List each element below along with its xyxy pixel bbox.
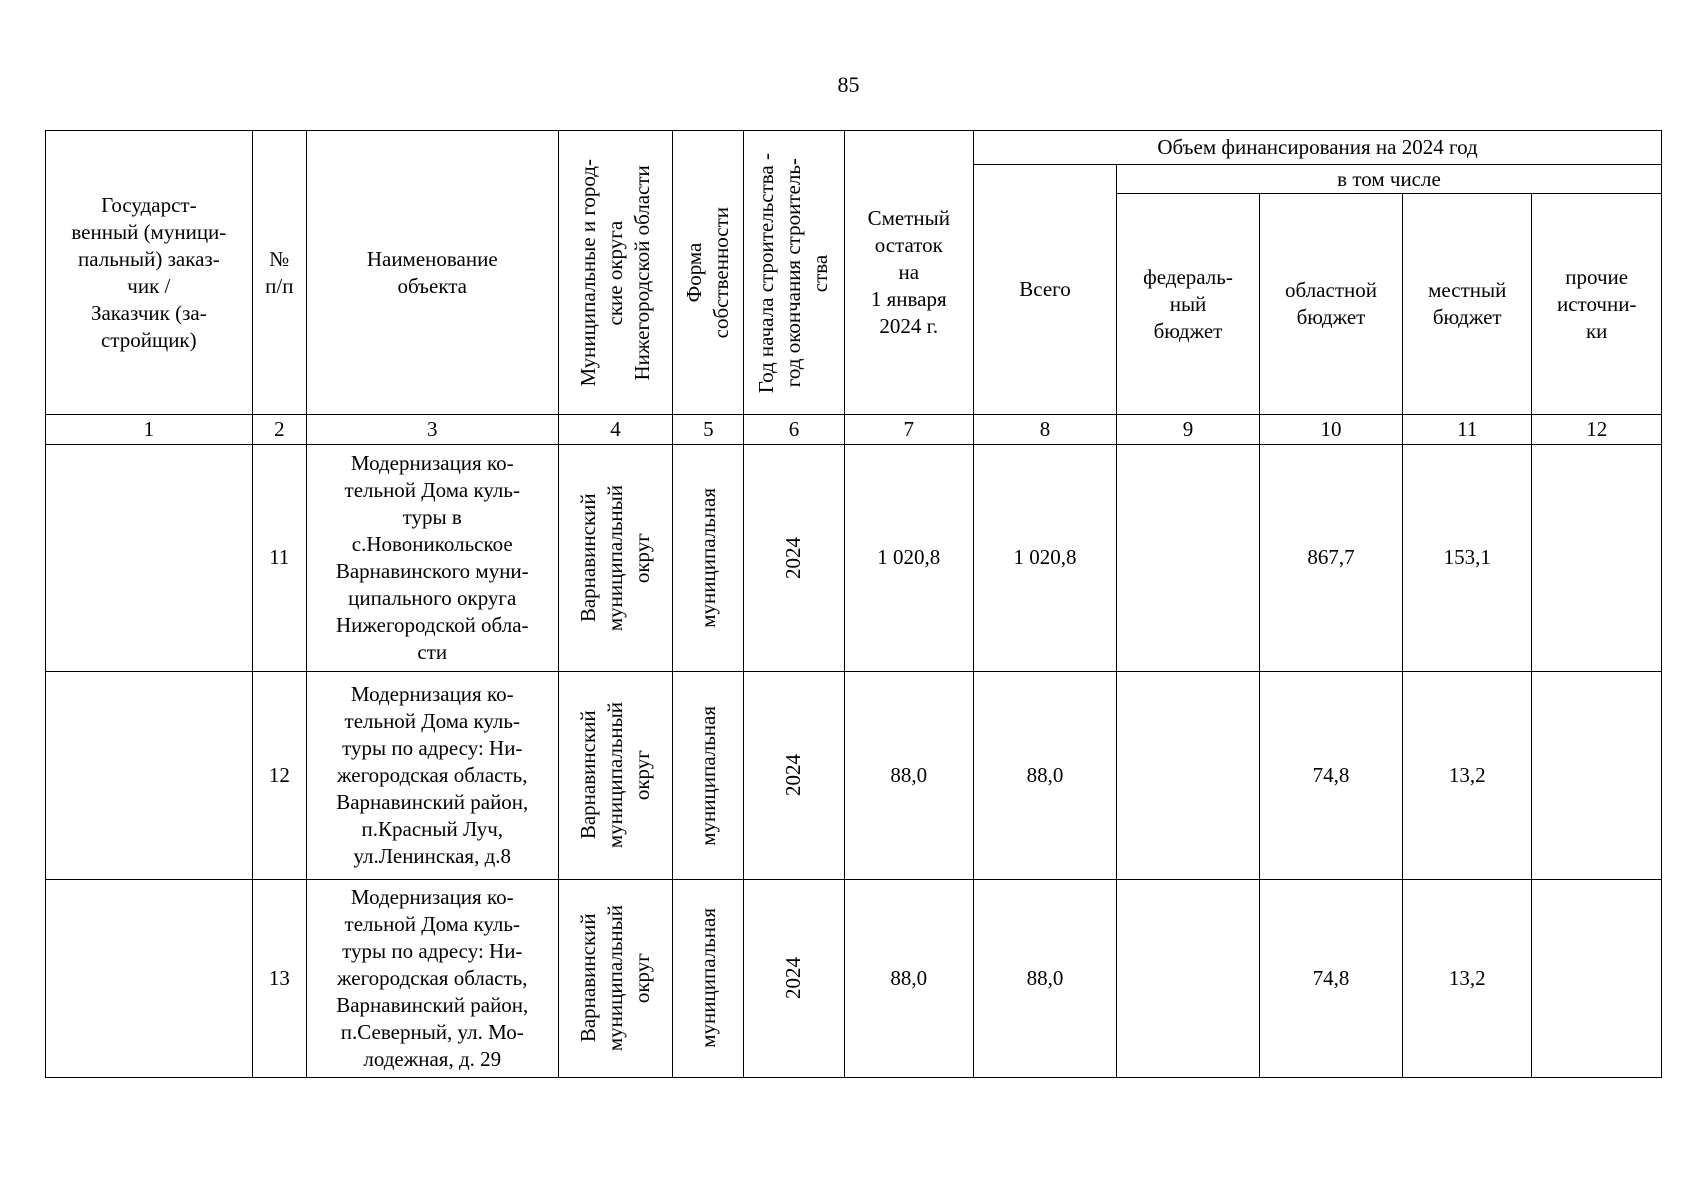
cell-municipality-text: Варнавинский муниципальный округ [575,905,654,1052]
column-number: 9 [1117,415,1260,444]
cell-customer [46,444,253,672]
cell-years [744,672,844,879]
cell-federal [1117,444,1260,672]
cell-local: 13,2 [1403,879,1532,1077]
cell-federal [1117,879,1260,1077]
column-number: 6 [744,415,844,444]
financing-table [45,130,1662,1078]
cell-federal [1117,672,1260,879]
cell-municipality [558,444,673,672]
cell-years-text: 2024 [781,957,806,1000]
column-number: 12 [1532,415,1662,444]
cell-total: 1 020,8 [974,444,1117,672]
column-number: 2 [252,415,306,444]
cell-regional: 74,8 [1260,672,1403,879]
cell-customer [46,879,253,1077]
cell-regional: 867,7 [1260,444,1403,672]
header-total: Всего [974,165,1117,415]
header-municipality [558,131,673,415]
cell-other [1532,879,1662,1077]
cell-municipality-text: Варнавинский муниципальный округ [575,484,654,631]
header-object-name: Наименование объекта [306,131,558,415]
header-customer: Государст- венный (муници- пальный) заказ- чик / Заказчик (за- стройщик) [46,131,253,415]
header-including: в том числе [1117,165,1662,193]
cell-object-name: Модернизация ко- тельной Дома куль- туры по адресу: Ни- жегородская область, Варнавинский район, п.Северный, ул. Мо- лодежная, д. 29 [306,879,558,1077]
header-local: местный бюджет [1403,193,1532,415]
column-number-row [46,415,1662,444]
cell-municipality [558,879,673,1077]
cell-years-text: 2024 [781,754,806,797]
cell-ownership-text: муниципальная [695,908,720,1049]
page-number: 85 [837,72,860,97]
table-row [46,672,1662,879]
cell-municipality-text: Варнавинский муниципальный округ [575,702,654,849]
column-number: 10 [1260,415,1403,444]
header-ownership-text: Форма собственности [682,206,734,339]
column-number: 8 [974,415,1117,444]
column-number: 4 [558,415,673,444]
cell-number: 11 [252,444,306,672]
cell-years-text: 2024 [781,536,806,579]
table-row [46,444,1662,672]
cell-balance: 1 020,8 [844,444,973,672]
header-number: № п/п [252,131,306,415]
column-number: 11 [1403,415,1532,444]
cell-other [1532,444,1662,672]
cell-ownership-text: муниципальная [695,488,720,628]
cell-regional: 74,8 [1260,879,1403,1077]
cell-local: 13,2 [1403,672,1532,879]
header-balance: Сметный остаток на 1 января 2024 г. [844,131,973,415]
cell-ownership-text: муниципальная [695,705,720,846]
cell-years [744,444,844,672]
header-years [744,131,844,415]
cell-customer [46,672,253,879]
column-number: 1 [46,415,253,444]
cell-ownership [673,444,744,672]
cell-object-name: Модернизация ко- тельной Дома куль- туры в с.Новоникольское Варнавинского муни- ципального округа Нижегородской обла- сти [306,444,558,672]
cell-local: 153,1 [1403,444,1532,672]
cell-ownership [673,672,744,879]
cell-balance: 88,0 [844,672,973,879]
cell-ownership [673,879,744,1077]
header-ownership [673,131,744,415]
column-number: 7 [844,415,973,444]
header-federal: федераль- ный бюджет [1117,193,1260,415]
cell-other [1532,672,1662,879]
cell-total: 88,0 [974,672,1117,879]
cell-total: 88,0 [974,879,1117,1077]
cell-number: 12 [252,672,306,879]
header-regional: областной бюджет [1260,193,1403,415]
cell-object-name: Модернизация ко- тельной Дома куль- туры по адресу: Ни- жегородская область, Варнавинский район, п.Красный Луч, ул.Ленинская, д.8 [306,672,558,879]
cell-municipality [558,672,673,879]
table-row [46,879,1662,1077]
column-number: 3 [306,415,558,444]
header-years-text: Год начала строительства - год окончания строитель- ства [754,152,833,393]
column-number: 5 [673,415,744,444]
cell-years [744,879,844,1077]
header-municipality-text: Муниципальные и город- ские округа Нижегородской области [575,158,654,387]
cell-balance: 88,0 [844,879,973,1077]
cell-number: 13 [252,879,306,1077]
header-funding-group: Объем финансирования на 2024 год [974,131,1662,165]
header-other: прочие источни- ки [1532,193,1662,415]
